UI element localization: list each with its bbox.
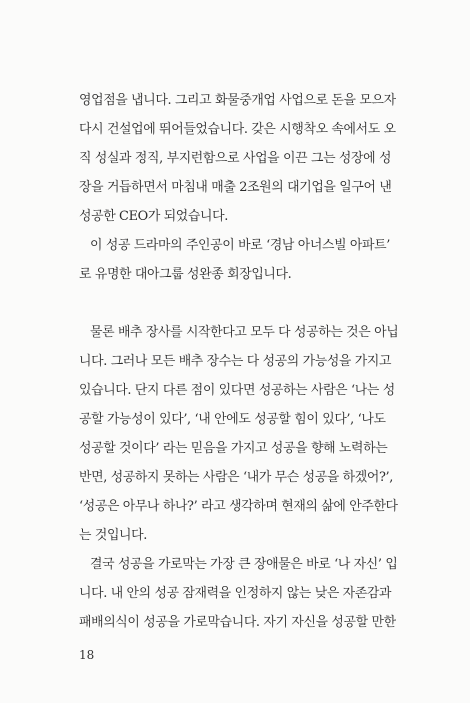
text-line: 공할 가능성이 있다’, ‘내 안에도 성공할 힘이 있다’, ‘나도 (79, 412, 386, 427)
text-line: 는 것입니다. (79, 528, 148, 543)
text-line: 영업점을 냅니다. 그리고 화물중개업 사업으로 돈을 모으자 (79, 93, 396, 108)
text-line: 성공한 CEO가 되었습니다. (79, 209, 228, 224)
page-number: 18 (79, 648, 95, 662)
text-line: 니다. 그러나 모든 배추 장수는 다 성공의 가능성을 가지고 (79, 354, 392, 369)
text-line: 이 성공 드라마의 주인공이 바로 ‘경남 아너스빌 아파트’ (90, 238, 390, 253)
text-line: 패배의식이 성공을 가로막습니다. 자기 자신을 성공할 만한 (79, 615, 396, 630)
text-line: ‘성공은 아무나 하나?’ 라고 생각하며 현재의 삶에 안주한다 (79, 499, 398, 514)
text-line: 장을 거듭하면서 마침내 매출 2조원의 대기업을 일구어 낸 (79, 180, 392, 195)
text-line: 있습니다. 단지 다른 점이 있다면 성공하는 사람은 ‘나는 성 (79, 383, 395, 398)
text-line: 니다. 내 안의 성공 잠재력을 인정하지 않는 낮은 자존감과 (79, 586, 392, 601)
text-line: 반면, 성공하지 못하는 사람은 ‘내가 무슨 성공을 하겠어?’, (79, 470, 394, 485)
text-line: 성공할 것이다’ 라는 믿음을 가지고 성공을 향해 노력하는 (79, 441, 388, 456)
text-line: 다시 건설업에 뛰어들었습니다. 갖은 시행착오 속에서도 오 (79, 122, 396, 137)
text-line: 로 유명한 대아그룹 성완종 회장입니다. (79, 267, 292, 282)
text-line: 직 성실과 정직, 부지런함으로 사업을 이끈 그는 성장에 성 (79, 151, 392, 166)
text-line: 결국 성공을 가로막는 가장 큰 장애물은 바로 ‘나 자신’ 입 (90, 557, 398, 572)
text-line: 물론 배추 장사를 시작한다고 모두 다 성공하는 것은 아닙 (90, 325, 399, 340)
